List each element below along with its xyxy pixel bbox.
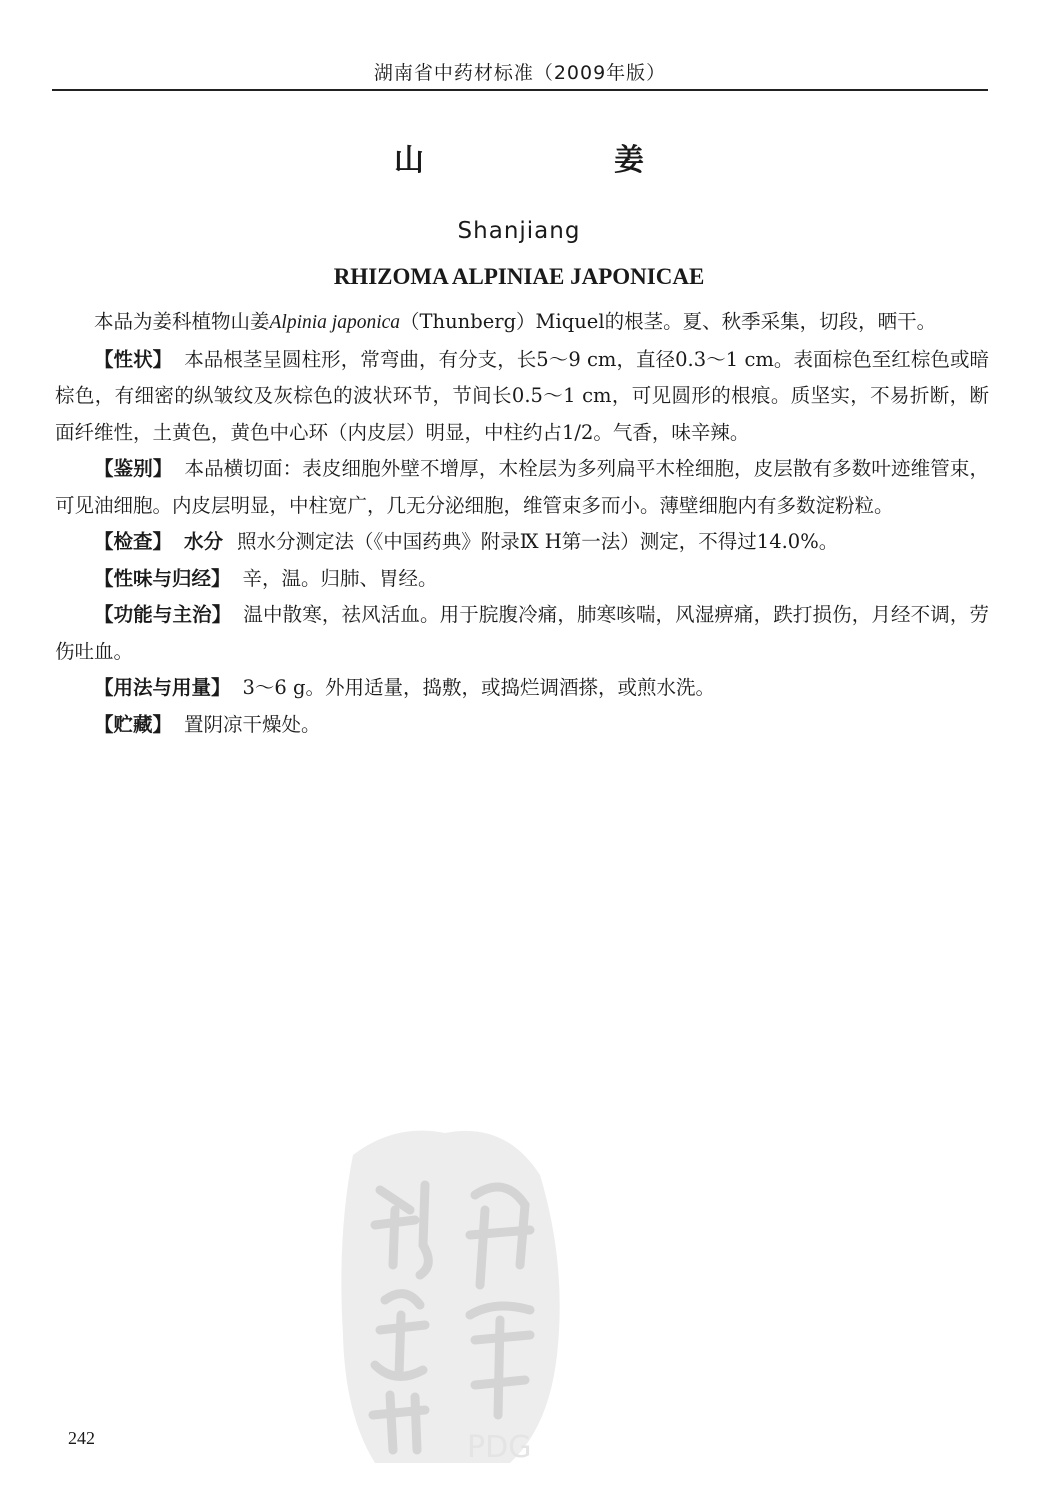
page-number: 242	[68, 1428, 95, 1448]
usage-label: 【用法与用量】	[94, 676, 231, 699]
identification-label: 【鉴别】	[94, 457, 173, 480]
monograph-body	[55, 304, 989, 743]
source-text-after: （Thunberg）Miquel的根茎。夏、秋季采集，切段，晒干。	[400, 310, 937, 333]
source-text-before: 本品为姜科植物山姜	[94, 310, 270, 333]
header-rule	[52, 89, 988, 91]
monograph-latin-name: RHIZOMA ALPINIAE JAPONICAE	[333, 264, 705, 289]
watermark-seal	[335, 1115, 575, 1470]
usage-text: 3～6 g。外用适量，捣敷，或捣烂调酒搽，或煎水洗。	[242, 676, 716, 699]
usage-section	[55, 670, 989, 707]
identification-text: 本品横切面：表皮细胞外壁不增厚，木栓层为多列扁平木栓细胞，皮层散有多数叶迹维管束，可见油细胞。内皮层明显，中柱宽广，几无分泌细胞，维管束多而小。薄壁细胞内有多数淀粉粒。	[55, 457, 989, 517]
watermark-text: PDG	[467, 1430, 532, 1465]
watermark-seal-graphic	[335, 1115, 575, 1470]
function-text: 温中散寒，祛风活血。用于脘腹冷痛，肺寒咳喘，风湿痹痛，跌打损伤，月经不调，劳伤吐血。	[55, 603, 989, 663]
storage-section	[55, 707, 989, 744]
source-paragraph	[55, 304, 989, 342]
property-section	[55, 561, 989, 598]
moisture-sublabel: 水分	[184, 530, 224, 553]
examination-label: 【检查】	[94, 530, 173, 553]
property-label: 【性味与归经】	[94, 566, 231, 590]
examination-text: 照水分测定法（《中国药典》附录Ⅸ H第一法）测定，不得过14.0%。	[237, 530, 839, 553]
storage-text: 置阴凉干燥处。	[184, 712, 321, 736]
description-text: 本品根茎呈圆柱形，常弯曲，有分支，长5～9 cm，直径0.3～1 cm。表面棕色至红棕色或暗棕色，有细密的纵皱纹及灰棕色的波状环节，节间长0.5～1 cm，可见圆形的根痕。质坚实，不易折断，断面纤维性，土黄色，黄色中心环（内皮层）明显，中柱约占1/2。气香，味辛辣。	[55, 347, 989, 444]
function-section	[55, 597, 989, 670]
species-name: Alpinia japonica	[269, 312, 401, 333]
function-label: 【功能与主治】	[94, 603, 232, 626]
examination-section	[55, 524, 989, 561]
storage-label: 【贮藏】	[94, 712, 173, 736]
description-label: 【性状】	[94, 347, 173, 371]
monograph-title: 山 姜	[394, 143, 724, 178]
monograph-pinyin: Shanjiang	[457, 218, 581, 244]
property-text: 辛，温。归肺、胃经。	[242, 566, 438, 590]
description-section	[55, 342, 989, 452]
running-header: 湖南省中药材标准（2009年版）	[373, 62, 667, 84]
identification-section	[55, 451, 989, 524]
